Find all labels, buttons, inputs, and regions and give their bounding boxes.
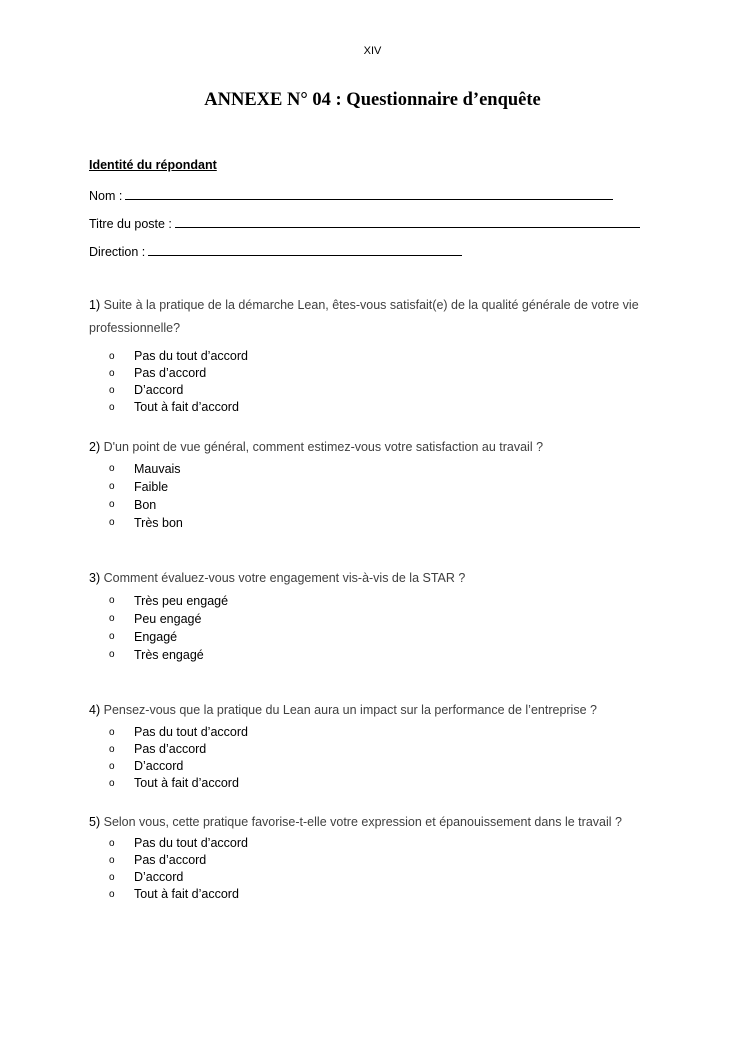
option-label: Tout à fait d’accord (134, 400, 239, 414)
question-5-number: 5) (89, 815, 101, 829)
radio-bullet-icon[interactable]: o (109, 761, 115, 772)
option-item[interactable] (109, 478, 183, 496)
radio-bullet-icon[interactable]: o (109, 744, 115, 755)
question-4-number: 4) (89, 703, 101, 717)
question-2-text: D'un point de vue général, comment estimez-vous votre satisfaction au travail ? (103, 440, 544, 454)
direction-field[interactable] (89, 243, 462, 259)
option-label: D’accord (134, 870, 184, 884)
option-label: D’accord (134, 759, 184, 773)
option-item[interactable] (109, 382, 248, 399)
question-3-options (109, 592, 228, 664)
radio-bullet-icon[interactable]: o (109, 838, 115, 849)
name-field-line[interactable] (125, 187, 613, 200)
radio-bullet-icon[interactable]: o (109, 872, 115, 883)
question-1 (89, 294, 664, 340)
question-4-text: Pensez-vous que la pratique du Lean aura un impact sur la performance de l’entreprise ? (103, 703, 597, 717)
radio-bullet-icon[interactable]: o (109, 368, 115, 379)
identity-section-title: Identité du répondant (89, 158, 217, 172)
job-title-field-label: Titre du poste : (89, 217, 172, 231)
radio-bullet-icon[interactable]: o (109, 727, 115, 738)
direction-field-label: Direction : (89, 245, 146, 259)
question-2-options (109, 460, 183, 532)
page-number: XIV (363, 45, 382, 57)
radio-bullet-icon[interactable]: o (109, 402, 115, 413)
option-item[interactable] (109, 724, 248, 741)
question-5-text: Selon vous, cette pratique favorise-t-elle votre expression et épanouissement dans le travail ? (103, 815, 622, 829)
radio-bullet-icon[interactable]: o (109, 889, 115, 900)
question-3-text: Comment évaluez-vous votre engagement vis-à-vis de la STAR ? (103, 571, 466, 585)
option-label: Bon (134, 498, 157, 512)
question-4-options (109, 724, 248, 792)
question-5-options (109, 835, 248, 903)
option-label: Pas d’accord (134, 366, 207, 380)
option-item[interactable] (109, 835, 248, 852)
option-label: Tout à fait d’accord (134, 776, 239, 790)
page-title: ANNEXE N° 04 : Questionnaire d’enquête (204, 90, 541, 110)
radio-bullet-icon[interactable]: o (109, 595, 115, 606)
name-field-label: Nom : (89, 189, 123, 203)
radio-bullet-icon[interactable]: o (109, 351, 115, 362)
radio-bullet-icon[interactable]: o (109, 855, 115, 866)
question-1-text: Suite à la pratique de la démarche Lean, êtes-vous satisfait(e) de la qualité générale de votre vie professionnelle? (89, 298, 639, 335)
radio-bullet-icon[interactable]: o (109, 778, 115, 789)
option-label: D’accord (134, 383, 184, 397)
option-label: Faible (134, 480, 169, 494)
question-1-options (109, 348, 248, 416)
option-item[interactable] (109, 886, 248, 903)
option-label: Mauvais (134, 462, 181, 476)
question-2-number: 2) (89, 440, 101, 454)
option-label: Pas du tout d’accord (134, 836, 248, 850)
radio-bullet-icon[interactable]: o (109, 463, 115, 474)
option-item[interactable] (109, 852, 248, 869)
option-item[interactable] (109, 460, 183, 478)
option-item[interactable] (109, 741, 248, 758)
question-3-number: 3) (89, 571, 101, 585)
option-label: Engagé (134, 630, 178, 644)
question-3 (89, 567, 664, 590)
option-label: Très bon (134, 516, 183, 530)
radio-bullet-icon[interactable]: o (109, 613, 115, 624)
radio-bullet-icon[interactable]: o (109, 649, 115, 660)
option-item[interactable] (109, 758, 248, 775)
option-item[interactable] (109, 628, 228, 646)
question-2 (89, 436, 664, 459)
option-item[interactable] (109, 365, 248, 382)
option-label: Pas d’accord (134, 742, 207, 756)
option-item[interactable] (109, 869, 248, 886)
job-title-field-line[interactable] (175, 215, 640, 228)
option-item[interactable] (109, 399, 248, 416)
radio-bullet-icon[interactable]: o (109, 631, 115, 642)
option-item[interactable] (109, 348, 248, 365)
option-label: Très engagé (134, 648, 204, 662)
option-label: Peu engagé (134, 612, 202, 626)
option-item[interactable] (109, 646, 228, 664)
option-label: Pas d’accord (134, 853, 207, 867)
option-label: Pas du tout d’accord (134, 349, 248, 363)
option-label: Pas du tout d’accord (134, 725, 248, 739)
radio-bullet-icon[interactable]: o (109, 517, 115, 528)
radio-bullet-icon[interactable]: o (109, 499, 115, 510)
question-4 (89, 699, 664, 722)
option-item[interactable] (109, 775, 248, 792)
radio-bullet-icon[interactable]: o (109, 481, 115, 492)
job-title-field[interactable] (89, 215, 640, 231)
option-label: Très peu engagé (134, 594, 229, 608)
option-label: Tout à fait d’accord (134, 887, 239, 901)
option-item[interactable] (109, 592, 228, 610)
question-1-number: 1) (89, 298, 101, 312)
question-5 (89, 811, 664, 834)
name-field[interactable] (89, 187, 613, 203)
direction-field-line[interactable] (148, 243, 462, 256)
option-item[interactable] (109, 610, 228, 628)
option-item[interactable] (109, 496, 183, 514)
option-item[interactable] (109, 514, 183, 532)
radio-bullet-icon[interactable]: o (109, 385, 115, 396)
